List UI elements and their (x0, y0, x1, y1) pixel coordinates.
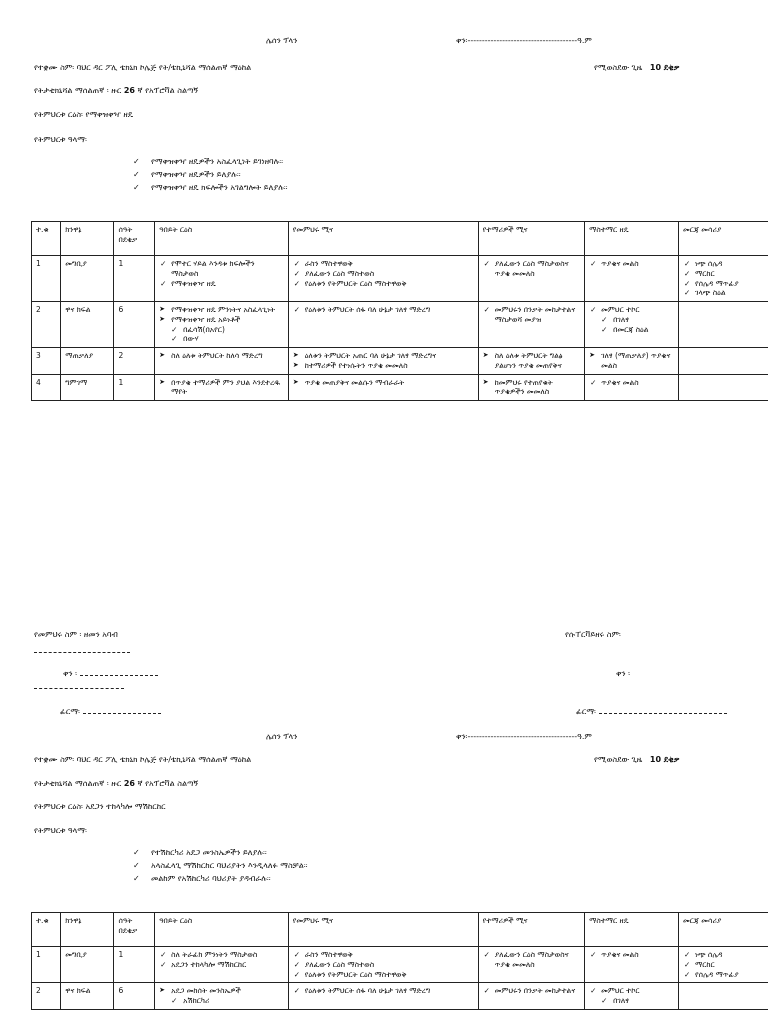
cell-no: 3 (32, 348, 61, 375)
cell-activity: ግምገማ (61, 374, 114, 401)
cell-materials (679, 374, 768, 401)
cell-activity: ዋና ክፍል (61, 983, 114, 1010)
plan1-table-header-row (32, 222, 768, 256)
cell-list (293, 351, 474, 371)
cell-teacher (288, 302, 478, 348)
plan1-level-line: የትታቲክኒሻል ማሰልጠኛ ፡ ዙር 26 ኛ የአፕሮቫል ስልጣኝ (34, 86, 199, 95)
cell-teacher (288, 374, 478, 401)
column-header: ዓበይት ርዕስ (155, 222, 289, 256)
cell-list (483, 305, 580, 325)
cell-list (159, 950, 284, 970)
cell-activity: ማጠቃለያ (61, 348, 114, 375)
cell-list-item: ✓ መምህር ተኮር (589, 305, 674, 315)
cell-student (478, 374, 584, 401)
cell-list-item: ➤ ከመምህሩ የተጠየቁት ጥያቄዎችን መመለስ (483, 378, 580, 398)
plan2-institution-line: የተቋሙ ስም፡ ባህር ዳር ፖሊ ቴክኒክ ኮሌጅ የት/ቴኪኒሻል ማሰልጠኛ ማዕከል (34, 755, 252, 764)
column-header: ሰዓት በደቂቃ (114, 222, 155, 256)
objective-item: ✓ የተሽከርካሪ አደጋ መንስኤዎችን ይለያሉ። (133, 848, 308, 861)
cell-topic (155, 302, 289, 348)
cell-list-item: ✓ ጥያቄና መልስ (589, 950, 674, 960)
cell-student (478, 256, 584, 302)
column-header: የመምህሩ ሚና (288, 913, 478, 947)
cell-list-item: ➤ ዕለቱን ትምህርት አጠር ባለ ሁኔታ ገለፃ ማድረግና (293, 351, 474, 361)
cell-list-item: ✓ የዕለቱን ትምህርት ሰፋ ባለ ሁኔታ ገለፃ ማድረግ (293, 986, 474, 996)
cell-time: 1 (114, 374, 155, 401)
teacher-signature-field: ፊርማ፡ (60, 707, 161, 717)
table-row (32, 983, 768, 1010)
cell-time: 2 (114, 348, 155, 375)
cell-list-item: ➤ አደጋ መከሰት መንስኤዎች (159, 986, 284, 996)
cell-list (589, 950, 674, 960)
objective-item: ✓ አላስፈላጊ ማሽከርከር ባህሪያትን እንዲላለፉ ማስቻል። (133, 861, 308, 874)
cell-no: 2 (32, 302, 61, 348)
cell-list-item: ➤ በጥያቄ ተማሪዎች ምን ያህል እንደተረዱ ማየት (159, 378, 284, 398)
cell-student (478, 947, 584, 983)
cell-list (293, 986, 474, 996)
cell-list (483, 950, 580, 970)
column-header: ማስተማር ዘዴ (585, 913, 679, 947)
cell-topic (155, 256, 289, 302)
cell-list (293, 305, 474, 315)
cell-list (589, 259, 674, 269)
cell-list-item: ✓ የዕለቱን ትምህርት ሰፋ ባለ ሁኔታ ገለፃ ማድረግ (293, 305, 474, 315)
cell-list-item: ➤ ከተማሪዎች የተነሱትን ጥያቄ መመለስ (293, 361, 474, 371)
plan2-title: ሌሰን ፕላን (266, 732, 298, 741)
plan2-level-line: የትታቲክኒሻል ማሰልጠኛ ፡ ዙር 26 ኛ የአፕሮቫል ስልጣኝ (34, 779, 199, 788)
cell-time: 1 (114, 256, 155, 302)
plan2-duration: የሚወስደው ጊዜ 10 ደቂቃ (594, 755, 680, 764)
plan2-objective-heading: የትምህርቱ ዓላማ፡ (34, 826, 87, 835)
column-header: ዓበይት ርዕስ (155, 913, 289, 947)
cell-student (478, 348, 584, 375)
plan1-lesson-table (31, 221, 768, 401)
column-header: ክንዋኔ (61, 222, 114, 256)
cell-method (585, 256, 679, 302)
cell-list (683, 259, 768, 298)
cell-list-item: ✓ አሽከርካሪ (159, 996, 284, 1006)
cell-list (589, 351, 674, 371)
plan1-duration: የሚወስደው ጊዜ 10 ደቂቃ (594, 63, 680, 72)
column-header: ሰዓት በደቂቃ (114, 913, 155, 947)
cell-no: 2 (32, 983, 61, 1010)
cell-list-item: ✓ ነጭ ሰሌዳ (683, 259, 768, 269)
cell-list (483, 351, 580, 371)
cell-list-item: ✓ ጥያቄና መልስ (589, 378, 674, 388)
cell-list-item: ➤ የማቀዝቀዣ ዘዴ አይነቶች (159, 315, 284, 325)
teacher-name-label: የመምህሩ ስም ፡ ዘመን አባብ (34, 630, 118, 639)
cell-time: 1 (114, 947, 155, 983)
cell-list-item: ➤ ገለፃ (ማጠቃለያ) ጥያቄና መልስ (589, 351, 674, 371)
cell-no: 1 (32, 256, 61, 302)
cell-list-item: ✓ በውሃ (159, 334, 284, 344)
cell-materials (679, 302, 768, 348)
plan2-date-field: ቀን፡--------------------------------------ዓ.ም (456, 732, 592, 741)
cell-materials (679, 983, 768, 1010)
table-row (32, 256, 768, 302)
cell-list-item: ✓ መምህሩን በንቃት መከታተልና (483, 986, 580, 996)
plan1-title: ሌሰን ፕላን (266, 36, 298, 45)
plan2-objectives-list (133, 848, 308, 887)
cell-teacher (288, 256, 478, 302)
column-header: ተ.ቁ (32, 913, 61, 947)
cell-list (483, 259, 580, 279)
cell-list (159, 986, 284, 1006)
column-header: ክንዋኔ (61, 913, 114, 947)
cell-time: 6 (114, 983, 155, 1010)
table-row (32, 302, 768, 348)
cell-list (159, 305, 284, 344)
cell-list-item: ➤ ስለ ዕለቱ ትምህርት ግልፅ ያልሆነን ጥያቄ መጠየቅና (483, 351, 580, 371)
column-header: መርጃ መሳሪያ (679, 913, 768, 947)
cell-list (293, 378, 474, 388)
cell-list-item: ✓ ነጭ ሰሌዳ (683, 950, 768, 960)
teacher-name-line (34, 652, 130, 653)
cell-list-item: ✓ የማቀዝቀዣ ዘዴ (159, 279, 284, 289)
cell-list-item: ➤ ስለ ዕለቱ ትምህርት ከለሳ ማድረግ (159, 351, 284, 361)
cell-list (483, 986, 580, 996)
cell-list-item: ✓ ስለ ትራፊክ ምንነትን ማስታወስ (159, 950, 284, 960)
cell-student (478, 302, 584, 348)
column-header: ተ.ቁ (32, 222, 61, 256)
plan2-table-header-row (32, 913, 768, 947)
cell-list-item: ✓ ያለፈውን ርዕስ ማስታወስና ጥያቄ መመለስ (483, 259, 580, 279)
column-header: የመምህሩ ሚና (288, 222, 478, 256)
objective-item: ✓ የማቀዝቀዣ ዘዴ ክፍሎችን አገልግሎት ይለያሉ። (133, 183, 288, 196)
objective-item: ✓ የማቀዝቀዣ ዘዴዎችን ይለያሉ። (133, 170, 288, 183)
cell-list (589, 378, 674, 388)
cell-list (589, 305, 674, 334)
plan1-institution-line: የተቋሙ ስም፡ ባህር ዳር ፖሊ ቴክኒክ ኮሌጅ የት/ቴኪኒሻል ማሰልጠኛ ማዕከል (34, 63, 252, 72)
column-header: የተማሪዎች ሚና (478, 222, 584, 256)
cell-list-item: ✓ ያለፈውን ርዕስ ማስተወስ (293, 269, 474, 279)
cell-method (585, 983, 679, 1010)
cell-list-item: ➤ ጥያቄ መጠያቅና መልሱን ማብራራት (293, 378, 474, 388)
cell-list (683, 950, 768, 979)
plan2-subject-line: የትምህርቱ ርዕስ፡ አደጋን ተከላካሎ ማሽከርከር (34, 802, 166, 811)
supervisor-signature-field: ፊርማ፡ (576, 707, 727, 717)
table-row (32, 348, 768, 375)
plan1-objective-heading: የትምህርቱ ዓላማ፡ (34, 135, 87, 144)
cell-list-item: ✓ የዕለቱን የትምህርት ርዕስ ማስተዋወቅ (293, 970, 474, 980)
column-header: የተማሪዎች ሚና (478, 913, 584, 947)
cell-list-item: ✓ ራስን ማስተዋወቅ (293, 950, 474, 960)
cell-activity: ዋና ክፍል (61, 302, 114, 348)
cell-list-item: ✓ የሰሌዳ ማጥፊያ (683, 279, 768, 289)
cell-student (478, 983, 584, 1010)
plan1-date-field: ቀን፡--------------------------------------ዓ.ም (456, 36, 592, 45)
cell-materials (679, 348, 768, 375)
cell-teacher (288, 947, 478, 983)
cell-no: 1 (32, 947, 61, 983)
cell-list (483, 378, 580, 398)
cell-list-item: ✓ በመርጃ ስዕል (589, 325, 674, 335)
cell-list-item: ✓ ያለፈውን ርዕስ ማስተወስ (293, 960, 474, 970)
teacher-date-field: ቀን ፡ (63, 669, 158, 679)
cell-method (585, 302, 679, 348)
cell-list (293, 259, 474, 288)
column-header: ማስተማር ዘዴ (585, 222, 679, 256)
cell-activity: መግቢያ (61, 256, 114, 302)
supervisor-date-field: ቀን ፡ (616, 669, 630, 678)
cell-list (589, 986, 674, 1006)
cell-list-item: ✓ በገለፃ (589, 996, 674, 1006)
cell-teacher (288, 983, 478, 1010)
cell-list-item: ✓ ማርከር (683, 960, 768, 970)
cell-list-item: ✓ መምህሩን በንቃት መከታተልና ማስታወሻ መያዝ (483, 305, 580, 325)
cell-list-item: ✓ በፈሳሽ(በአየር) (159, 325, 284, 335)
cell-list-item: ✓ ማርከር (683, 269, 768, 279)
cell-method (585, 348, 679, 375)
cell-list-item: ➤ የማቀዝቀዣ ዘዴ ምንነትና አስፈላጊነት (159, 305, 284, 315)
table-row (32, 947, 768, 983)
cell-list-item: ✓ የሰሌዳ ማጥፊያ (683, 970, 768, 980)
cell-list-item: ✓ ራስን ማስተዋወቅ (293, 259, 474, 269)
cell-topic (155, 374, 289, 401)
cell-list (159, 351, 284, 361)
cell-list-item: ✓ የሞተር ሃይል እንዳቱ ክፍሎችን ማስታወስ (159, 259, 284, 279)
objective-item: ✓ የማቀዝቀዣ ዘዴዎችን አስፈላጊነት ይገነዘባሉ። (133, 157, 288, 170)
plan1-objectives-list (133, 157, 288, 196)
cell-teacher (288, 348, 478, 375)
cell-materials (679, 947, 768, 983)
cell-list-item: ✓ አደጋን ተከላካሎ ማሽከርከር (159, 960, 284, 970)
cell-list-item: ✓ ጥያቄና መልስ (589, 259, 674, 269)
cell-list-item: ✓ መምህር ተኮር (589, 986, 674, 996)
table-row (32, 374, 768, 401)
cell-topic (155, 947, 289, 983)
supervisor-name-label: የሱፐርቫይዘሩ ስም፡ (565, 630, 621, 639)
plan2-lesson-table (31, 912, 768, 1010)
cell-list (293, 950, 474, 979)
cell-method (585, 947, 679, 983)
cell-list (159, 259, 284, 288)
cell-list-item: ✓ በገለፃ (589, 315, 674, 325)
cell-list (159, 378, 284, 398)
cell-activity: መግቢያ (61, 947, 114, 983)
cell-topic (155, 983, 289, 1010)
plan1-subject-line: የትምህርቱ ርዕስ፡ የማቀዝቀዣ ዘዴ (34, 110, 134, 119)
cell-topic (155, 348, 289, 375)
cell-time: 6 (114, 302, 155, 348)
cell-method (585, 374, 679, 401)
cell-list-item: ✓ ያለፈውን ርዕስ ማስታወስና ጥያቄ መመለስ (483, 950, 580, 970)
cell-list-item: ✓ ገላጭ ስዕል (683, 288, 768, 298)
teacher-date-line (34, 688, 124, 689)
cell-list-item: ✓ የዕለቱን የትምህርት ርዕስ ማስተዋወቅ (293, 279, 474, 289)
column-header: መርጃ መሳሪያ (679, 222, 768, 256)
objective-item: ✓ መልከም የአሽከርካሪ ባህሪያት ያዳብራሉ። (133, 874, 308, 887)
cell-no: 4 (32, 374, 61, 401)
cell-materials (679, 256, 768, 302)
